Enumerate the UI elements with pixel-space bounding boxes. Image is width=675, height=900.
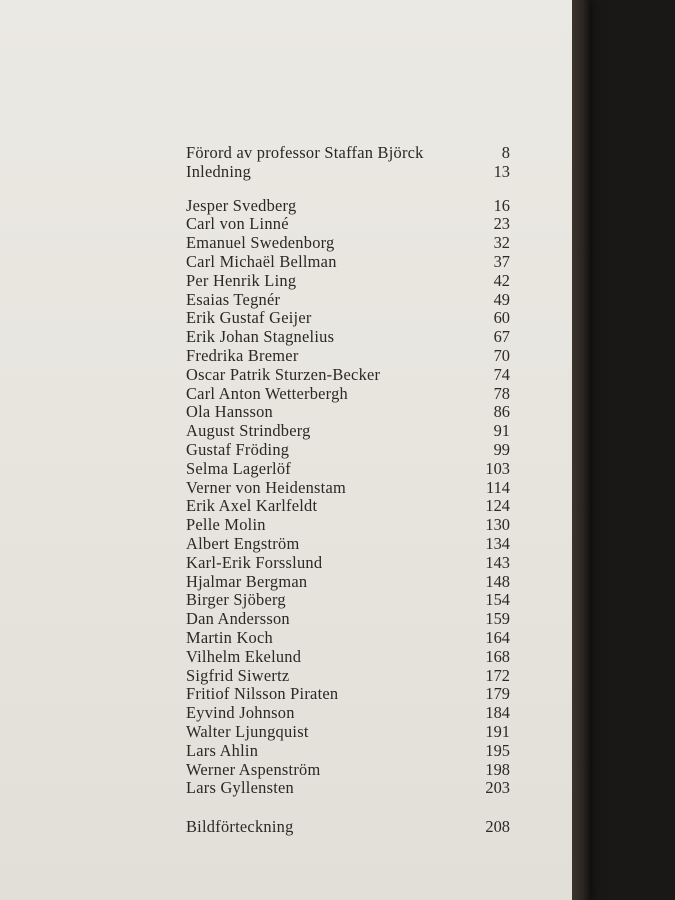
toc-entry (186, 163, 510, 182)
toc-entry-page-number: 49 (493, 289, 510, 309)
toc-entry (186, 723, 510, 742)
toc-entry-page-number: 99 (493, 439, 510, 459)
toc-entry (186, 253, 510, 272)
toc-entry (186, 215, 510, 234)
toc-entry-title: Eyvind Johnson (186, 703, 295, 723)
toc-entry-page-number: 172 (485, 665, 510, 685)
toc-entry-page-number: 13 (493, 161, 510, 181)
toc-entry-title: Verner von Heidenstam (186, 477, 346, 497)
toc-entry-page-number: 164 (485, 627, 510, 647)
toc-entry (186, 441, 510, 460)
toc-entry-page-number: 198 (485, 759, 510, 779)
toc-entry-title: Fredrika Bremer (186, 345, 299, 365)
toc-entry (186, 516, 510, 535)
toc-entry (186, 554, 510, 573)
toc-entry-page-number: 203 (485, 778, 510, 798)
toc-entry (186, 422, 510, 441)
toc-entry-page-number: 179 (485, 684, 510, 704)
toc-entry-title: Albert Engström (186, 533, 300, 553)
toc-entry-title: Esaias Tegnér (186, 289, 281, 309)
toc-entry-page-number: 23 (493, 214, 510, 234)
toc-entry (186, 366, 510, 385)
toc-entry-title: Pelle Molin (186, 515, 266, 535)
toc-entry-page-number: 195 (485, 740, 510, 760)
toc-entry-page-number: 168 (485, 646, 510, 666)
toc-entry-page-number: 148 (485, 571, 510, 591)
toc-entry-title: Werner Aspenström (186, 759, 321, 779)
toc-entry-title: Erik Johan Stagnelius (186, 327, 335, 347)
front-matter-section (186, 144, 510, 182)
toc-entry-title: Bildförteckning (186, 817, 294, 837)
toc-entry (186, 648, 510, 667)
toc-entry-title: Ola Hansson (186, 402, 273, 422)
toc-entry (186, 742, 510, 761)
toc-entry-page-number: 16 (493, 195, 510, 215)
toc-entry-page-number: 208 (485, 817, 510, 837)
toc-entry-page-number: 86 (493, 402, 510, 422)
toc-entry (186, 818, 510, 837)
toc-entry-title: Birger Sjöberg (186, 590, 286, 610)
toc-entry-page-number: 124 (485, 496, 510, 516)
toc-entry-page-number: 8 (501, 143, 510, 162)
toc-entry-title: Erik Axel Karlfeldt (186, 496, 318, 516)
toc-entry-title: Carl Michaël Bellman (186, 251, 337, 271)
toc-entry-page-number: 134 (485, 533, 510, 553)
toc-entry-page-number: 67 (493, 327, 510, 347)
toc-entry (186, 291, 510, 310)
toc-entry-page-number: 32 (493, 233, 510, 253)
toc-entry-page-number: 37 (493, 251, 510, 271)
toc-entry-title: Emanuel Swedenborg (186, 233, 335, 253)
toc-entry-page-number: 78 (493, 383, 510, 403)
toc-entry-page-number: 70 (493, 345, 510, 365)
book-page-edge (572, 0, 590, 900)
table-of-contents (186, 144, 510, 837)
back-matter-section (186, 818, 510, 837)
toc-entry-page-number: 159 (485, 609, 510, 629)
toc-entry-title: Martin Koch (186, 627, 273, 647)
toc-entry-page-number: 42 (493, 270, 510, 290)
toc-entry-title: Inledning (186, 161, 252, 181)
toc-entry-title: Förord av professor Staffan Björck (186, 143, 424, 162)
toc-entry (186, 535, 510, 554)
toc-entry-title: August Strindberg (186, 421, 311, 441)
toc-entry (186, 779, 510, 798)
toc-entry (186, 385, 510, 404)
toc-entry-page-number: 130 (485, 515, 510, 535)
toc-entry (186, 761, 510, 780)
toc-entry (186, 197, 510, 216)
toc-entry-title: Erik Gustaf Geijer (186, 308, 312, 328)
toc-entry-title: Karl-Erik Forsslund (186, 552, 323, 572)
toc-entry-title: Sigfrid Siwertz (186, 665, 290, 685)
toc-entry (186, 328, 510, 347)
section-spacer (186, 182, 510, 197)
toc-entry-title: Oscar Patrik Sturzen-Becker (186, 364, 381, 384)
toc-entry (186, 704, 510, 723)
toc-entry-page-number: 184 (485, 703, 510, 723)
toc-entry (186, 685, 510, 704)
toc-entry (186, 460, 510, 479)
toc-entry-title: Lars Ahlin (186, 740, 259, 760)
toc-entry-title: Jesper Svedberg (186, 195, 297, 215)
toc-entry-title: Hjalmar Bergman (186, 571, 308, 591)
toc-entry-page-number: 60 (493, 308, 510, 328)
toc-entry (186, 144, 510, 163)
toc-entry-title: Vilhelm Ekelund (186, 646, 302, 666)
toc-entry (186, 610, 510, 629)
toc-entry-title: Per Henrik Ling (186, 270, 297, 290)
toc-entry-page-number: 154 (485, 590, 510, 610)
toc-entry-title: Fritiof Nilsson Piraten (186, 684, 339, 704)
toc-entry-title: Selma Lagerlöf (186, 458, 291, 478)
toc-entry-title: Carl von Linné (186, 214, 289, 234)
chapters-section (186, 197, 510, 799)
toc-entry (186, 591, 510, 610)
toc-entry (186, 667, 510, 686)
toc-entry (186, 629, 510, 648)
toc-entry-page-number: 191 (485, 721, 510, 741)
toc-entry-title: Walter Ljungquist (186, 721, 309, 741)
toc-entry (186, 573, 510, 592)
toc-entry (186, 309, 510, 328)
toc-entry-page-number: 103 (485, 458, 510, 478)
toc-entry-title: Lars Gyllensten (186, 778, 294, 798)
toc-entry (186, 497, 510, 516)
toc-entry-title: Carl Anton Wetterbergh (186, 383, 348, 403)
toc-entry (186, 234, 510, 253)
toc-entry-page-number: 143 (485, 552, 510, 572)
toc-entry-page-number: 91 (493, 421, 510, 441)
toc-entry-title: Dan Andersson (186, 609, 290, 629)
toc-entry (186, 403, 510, 422)
toc-entry-title: Gustaf Fröding (186, 439, 290, 459)
toc-entry-page-number: 114 (486, 477, 510, 497)
toc-entry (186, 479, 510, 498)
section-spacer (186, 798, 510, 818)
toc-entry (186, 272, 510, 291)
toc-entry (186, 347, 510, 366)
toc-entry-page-number: 74 (493, 364, 510, 384)
